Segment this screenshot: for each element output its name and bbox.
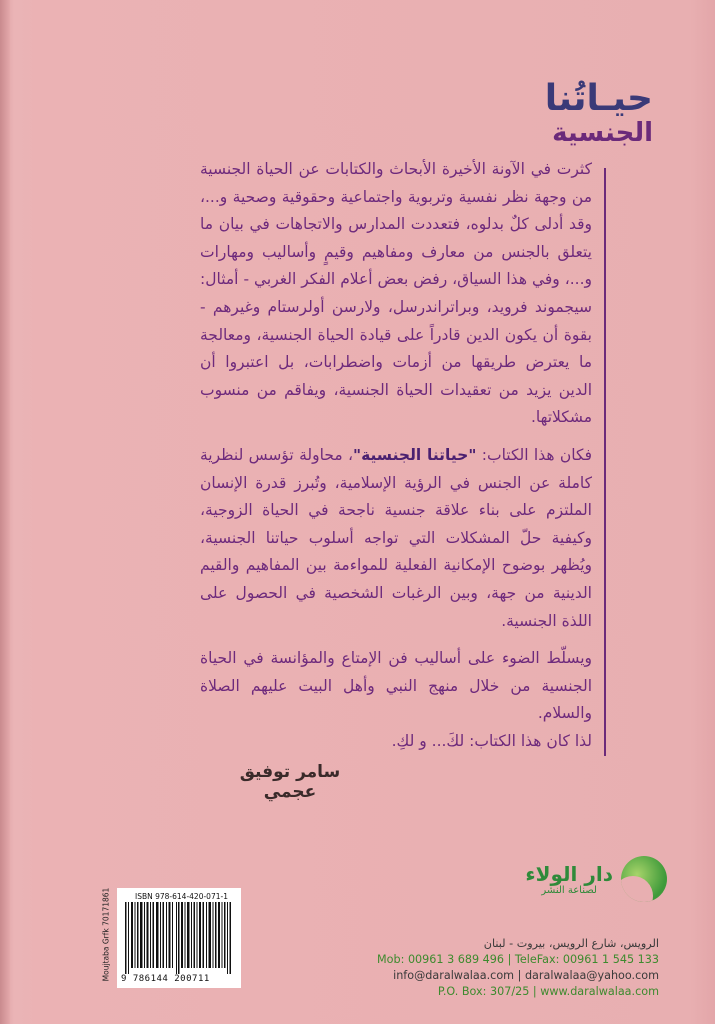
vertical-rule xyxy=(604,168,606,756)
blurb-paragraph-4: لذا كان هذا الكتاب: لكَ... و لكِ. xyxy=(391,731,592,750)
publisher-address: الرويس، شارع الرويس، بيروت - لبنان xyxy=(483,937,659,950)
author-name: سامر توفيق عجمي xyxy=(239,762,341,802)
spine-edge xyxy=(0,0,10,1024)
isbn-barcode xyxy=(117,888,241,988)
blurb-paragraph-2 xyxy=(200,442,592,635)
blurb-p2-prefix: فكان هذا الكتاب: xyxy=(476,445,592,464)
isbn-label: ISBN 978-614-420-071-1 xyxy=(135,892,228,901)
book-title xyxy=(545,80,653,148)
blurb-paragraph-3: ويسلّط الضوء على أساليب فن الإمتاع والمؤانسة في الحياة الجنسية من خلال منهج النبي وأهل البيت عليهم الصلاة والسلام. xyxy=(200,649,592,723)
publisher-tagline: لصناعة النشر xyxy=(541,884,597,896)
isbn-digits: 9 786144 200711 xyxy=(121,974,210,984)
blurb xyxy=(200,156,592,765)
publisher-box-web: P.O. Box: 307/25 | www.daralwalaa.com xyxy=(437,985,659,998)
leaf-logo-icon xyxy=(621,856,667,902)
blurb-p2-rest: ، محاولة تؤسس لنظرية كاملة عن الجنس في الرؤية الإسلامية، وتُبرز قدرة الإنسان الملتزم على بناء علاقة جنسية ناجحة في الحياة الزوجية، وكيفية حلّ المشكلات التي تواجه أسلوب حياتنا الجنسية، ويُظهر بوضوح الإمكانية الفعلية للمواءمة بين المفاهيم والقيم الدينية من جهة، وبين الرغبات الشخصية في الحصول على اللذة الجنسية. xyxy=(200,445,592,630)
barcode-bars xyxy=(123,902,235,974)
title-line-1: حيـاتُنا xyxy=(544,78,653,119)
publisher-emails: info@daralwalaa.com | daralwalaa@yahoo.com xyxy=(393,969,659,982)
printer-code-text: Moujtaba Grfk 70171861 xyxy=(101,887,111,982)
publisher-contact xyxy=(377,936,659,1000)
blurb-book-title: "حياتنا الجنسية" xyxy=(353,445,477,464)
title-line-2: الجنسية xyxy=(552,118,653,148)
printer-code xyxy=(96,886,110,990)
publisher-logo xyxy=(525,856,667,902)
publisher-name: دار الولاء xyxy=(525,861,613,886)
blurb-paragraph-1: كثرت في الآونة الأخيرة الأبحاث والكتابات عن الحياة الجنسية من وجهة نظر نفسية وتربوية واجتماعية وحقوقية وصحية و...، وقد أدلى كلٌ بدلوه، فتعددت المدارس والاتجاهات في بيان ما يتعلق بالجنس من معارف ومفاهيم وقيمٍ وأساليب ومهارات و...، وفي هذا السياق، رفض بعض أعلام الفكر الغربي - أمثال: سيجموند فرويد، وبراتراندرسل، ولارسن أولرستام وغيرهم - بقوة أن يكون الدين قادراً على قيادة الحياة الجنسية، ومعالجة ما يعترض طريقها من أزمات واضطرابات، بل اعتبروا أن الدين يزيد من تعقيدات الحياة الجنسية، ويفاقم من منسوب مشكلاتها. xyxy=(200,160,592,427)
publisher-phones: Mob: 00961 3 689 496 | TeleFax: 00961 1 545 133 xyxy=(377,953,659,966)
publisher-wordmark xyxy=(525,863,613,896)
